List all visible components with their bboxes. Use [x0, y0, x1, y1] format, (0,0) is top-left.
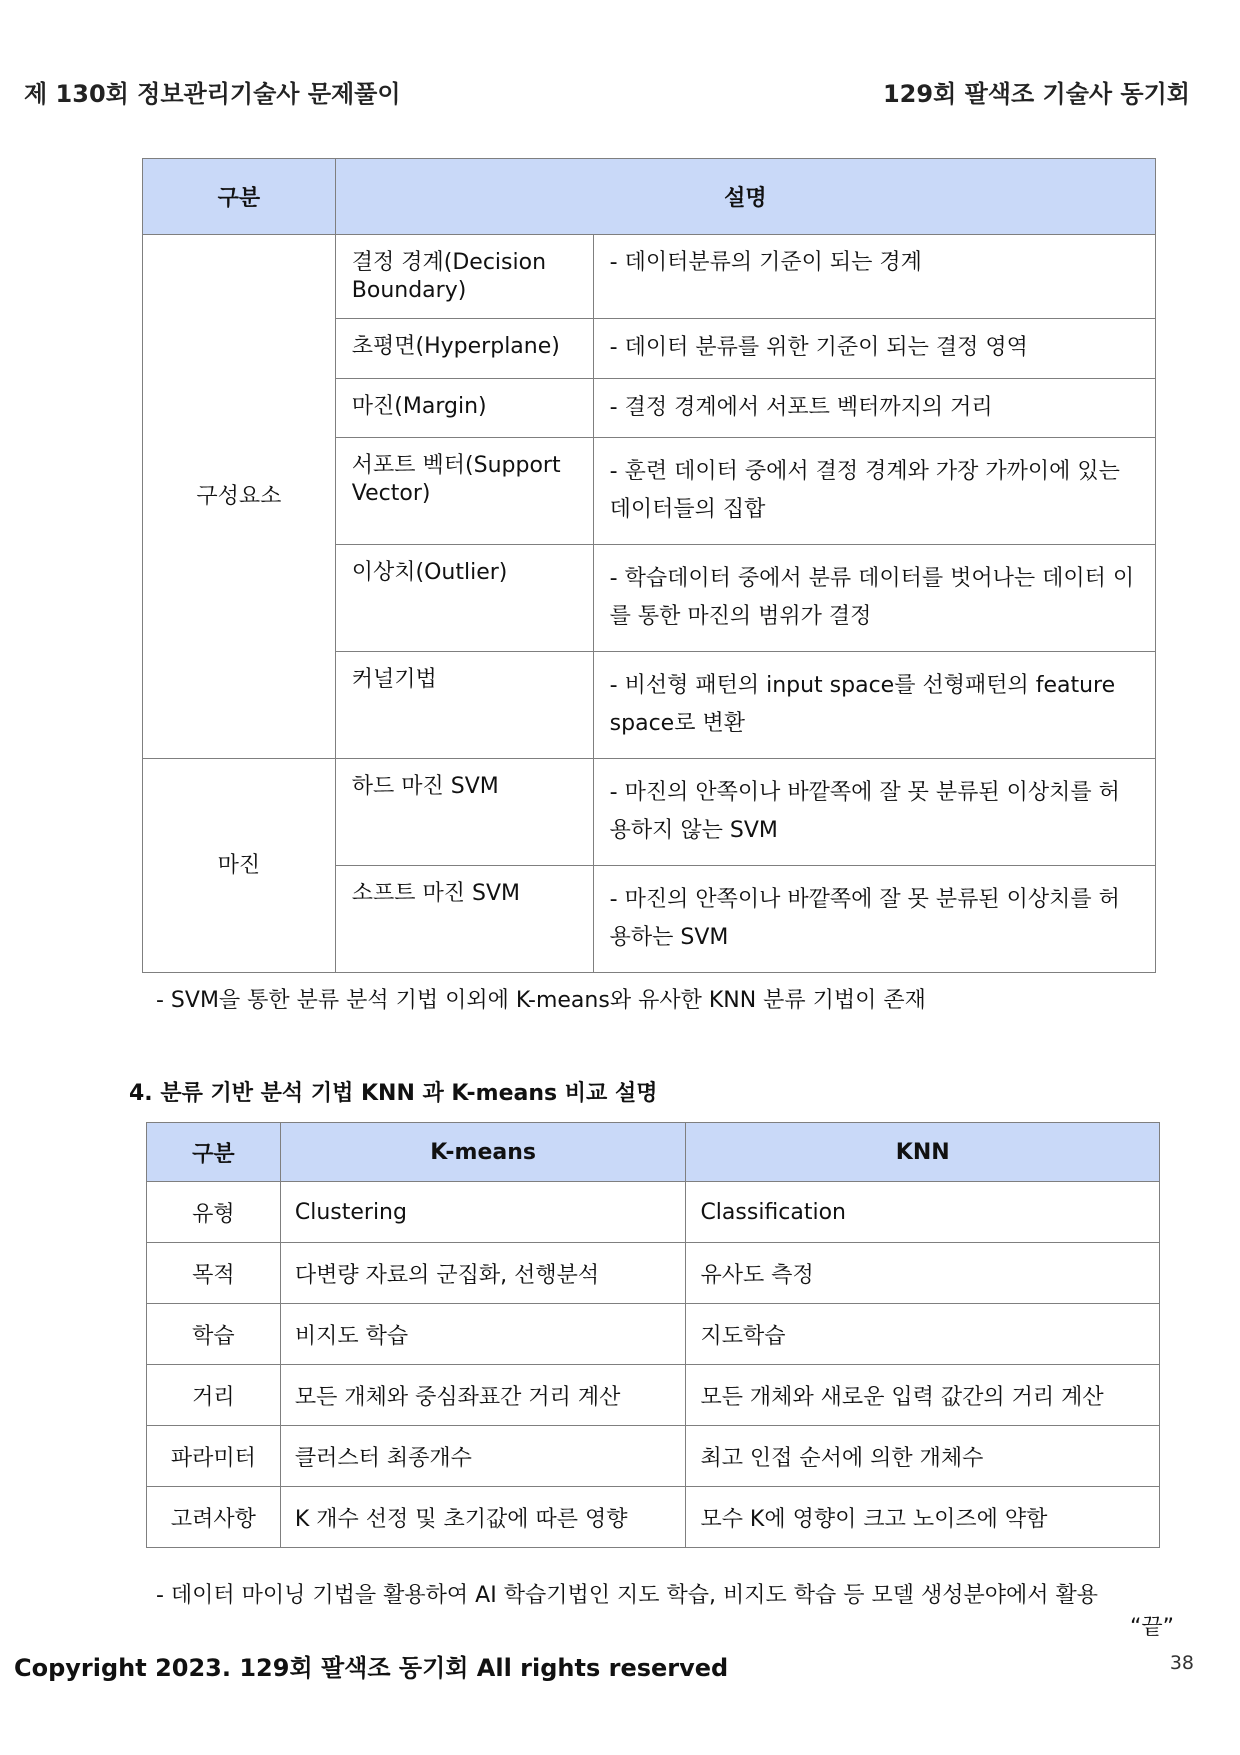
column-header: 구분 — [147, 1123, 281, 1182]
category-cell: 목적 — [147, 1243, 281, 1304]
table-row — [143, 235, 1156, 319]
svm-components-table — [142, 158, 1156, 973]
section-heading: 4. 분류 기반 분석 기법 KNN 과 K-means 비교 설명 — [129, 1081, 658, 1106]
term-cell: 이상치(Outlier) — [335, 545, 593, 652]
description-cell: - 마진의 안쪽이나 바깥쪽에 잘 못 분류된 이상치를 허용하는 SVM — [593, 866, 1155, 973]
table-header-row — [143, 159, 1156, 235]
knn-cell: 지도학습 — [686, 1304, 1160, 1365]
footer-copyright: Copyright 2023. 129회 팔색조 동기회 All rights reserved — [14, 1654, 729, 1682]
description-cell: - 마진의 안쪽이나 바깥쪽에 잘 못 분류된 이상치를 허용하지 않는 SVM — [593, 759, 1155, 866]
group-label-margin: 마진 — [143, 759, 336, 973]
column-header: KNN — [686, 1123, 1160, 1182]
description-cell: - 학습데이터 중에서 분류 데이터를 벗어나는 데이터 이를 통한 마진의 범위가 결정 — [593, 545, 1155, 652]
table-row — [147, 1487, 1160, 1548]
table-row — [147, 1304, 1160, 1365]
term-cell: 소프트 마진 SVM — [335, 866, 593, 973]
svm-note: - SVM을 통한 분류 분석 기법 이외에 K-means와 유사한 KNN 분류 기법이 존재 — [156, 988, 926, 1013]
description-cell: - 데이터 분류를 위한 기준이 되는 결정 영역 — [593, 319, 1155, 379]
column-header: K-means — [280, 1123, 686, 1182]
description-cell: - 비선형 패턴의 input space를 선형패턴의 feature space로 변환 — [593, 652, 1155, 759]
knn-cell: 유사도 측정 — [686, 1243, 1160, 1304]
table-row — [143, 759, 1156, 866]
knn-cell: 모든 개체와 새로운 입력 값간의 거리 계산 — [686, 1365, 1160, 1426]
table-row — [147, 1426, 1160, 1487]
end-mark: “끝” — [1129, 1615, 1174, 1640]
category-cell: 유형 — [147, 1182, 281, 1243]
header-left-title: 제 130회 정보관리기술사 문제풀이 — [24, 80, 401, 108]
table-row — [147, 1182, 1160, 1243]
group-label-components: 구성요소 — [143, 235, 336, 759]
term-cell: 커널기법 — [335, 652, 593, 759]
table-row — [147, 1365, 1160, 1426]
description-cell: - 훈련 데이터 중에서 결정 경계와 가장 가까이에 있는 데이터들의 집합 — [593, 438, 1155, 545]
kmeans-cell: Clustering — [280, 1182, 686, 1243]
category-cell: 거리 — [147, 1365, 281, 1426]
column-header: 구분 — [143, 159, 336, 235]
kmeans-cell: K 개수 선정 및 초기값에 따른 영향 — [280, 1487, 686, 1548]
summary-note: - 데이터 마이닝 기법을 활용하여 AI 학습기법인 지도 학습, 비지도 학습 등 모델 생성분야에서 활용 — [156, 1583, 1098, 1608]
term-cell: 하드 마진 SVM — [335, 759, 593, 866]
column-header: 설명 — [335, 159, 1155, 235]
category-cell: 고려사항 — [147, 1487, 281, 1548]
category-cell: 학습 — [147, 1304, 281, 1365]
knn-kmeans-compare-table — [146, 1122, 1160, 1548]
term-cell: 마진(Margin) — [335, 378, 593, 438]
kmeans-cell: 클러스터 최종개수 — [280, 1426, 686, 1487]
table-header-row — [147, 1123, 1160, 1182]
description-cell: - 데이터분류의 기준이 되는 경계 — [593, 235, 1155, 319]
knn-cell: 모수 K에 영향이 크고 노이즈에 약함 — [686, 1487, 1160, 1548]
knn-cell: 최고 인접 순서에 의한 개체수 — [686, 1426, 1160, 1487]
table-row — [147, 1243, 1160, 1304]
description-cell: - 결정 경계에서 서포트 벡터까지의 거리 — [593, 378, 1155, 438]
kmeans-cell: 다변량 자료의 군집화, 선행분석 — [280, 1243, 686, 1304]
term-cell: 결정 경계(Decision Boundary) — [335, 235, 593, 319]
knn-cell: Classification — [686, 1182, 1160, 1243]
term-cell: 초평면(Hyperplane) — [335, 319, 593, 379]
header-right-title: 129회 팔색조 기술사 동기회 — [882, 80, 1190, 108]
term-cell: 서포트 벡터(Support Vector) — [335, 438, 593, 545]
category-cell: 파라미터 — [147, 1426, 281, 1487]
kmeans-cell: 비지도 학습 — [280, 1304, 686, 1365]
page-number: 38 — [1169, 1652, 1194, 1674]
kmeans-cell: 모든 개체와 중심좌표간 거리 계산 — [280, 1365, 686, 1426]
